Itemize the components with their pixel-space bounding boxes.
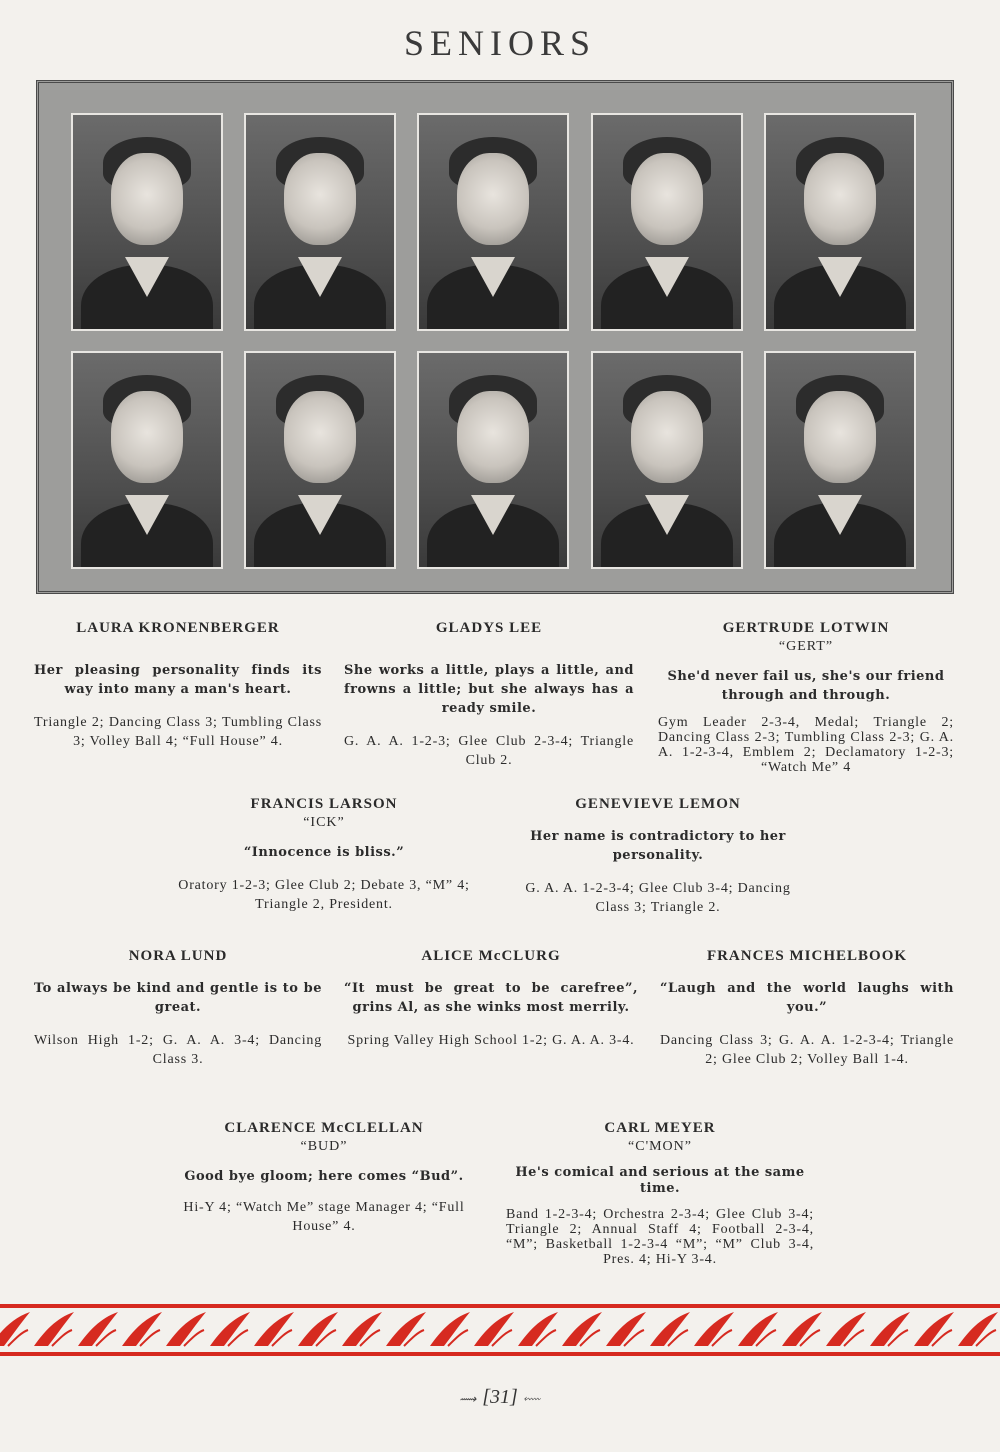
senior-name: FRANCES MICHELBOOK (706, 948, 908, 964)
senior-quote: He's comical and serious at the same time. (515, 1165, 805, 1196)
senior-name: ALICE McCLURG (421, 948, 561, 964)
leaf-ornament (826, 1312, 866, 1346)
senior-entry (168, 1120, 480, 1236)
portrait-photo (244, 351, 396, 569)
leaf-ornament (122, 1312, 162, 1346)
senior-name: GLADYS LEE (435, 620, 543, 636)
portrait-photo (764, 351, 916, 569)
decorative-border-band (0, 1302, 1000, 1358)
senior-nickname: “GERT” (778, 639, 834, 654)
portrait-photo (417, 113, 569, 331)
senior-quote: Her name is contradictory to her personality. (530, 829, 786, 863)
leaf-ornament (694, 1312, 734, 1346)
senior-quote: Her pleasing personality finds its way into many a man's heart. (34, 663, 322, 697)
senior-quote: Good bye gloom; here comes “Bud”. (184, 1169, 464, 1184)
leaf-ornament (870, 1312, 910, 1346)
leaf-ornament (650, 1312, 690, 1346)
portrait-photo (417, 351, 569, 569)
ornament-right-icon: ⬳ (522, 1392, 541, 1406)
senior-entry (34, 620, 322, 751)
leaf-ornament (606, 1312, 646, 1346)
senior-record: G. A. A. 1-2-3-4; Glee Club 3-4; Dancing Class 3; Triangle 2. (525, 881, 791, 915)
border-top-rule (0, 1304, 1000, 1308)
senior-name: GENEVIEVE LEMON (575, 796, 741, 812)
leaf-ornament (474, 1312, 514, 1346)
portrait-photo (71, 113, 223, 331)
leaf-ornament (430, 1312, 470, 1346)
senior-quote: To always be kind and gentle is to be great. (34, 981, 322, 1015)
senior-entry (34, 948, 322, 1069)
leaf-ornament (738, 1312, 778, 1346)
ornament-left-icon: ⟿ (459, 1392, 478, 1406)
senior-entry (506, 1120, 814, 1267)
portrait-photo (591, 351, 743, 569)
senior-name: GERTRUDE LOTWIN (722, 620, 890, 636)
leaf-ornament (34, 1312, 74, 1346)
senior-record: Triangle 2; Dancing Class 3; Tumbling Class 3; Volley Ball 4; “Full House” 4. (34, 715, 322, 749)
senior-quote: She works a little, plays a little, and frowns a little; but she always has a ready smile. (344, 663, 634, 716)
portrait-photo (244, 113, 396, 331)
senior-entry (344, 620, 634, 770)
leaf-ornament (78, 1312, 118, 1346)
senior-entry (660, 948, 954, 1069)
senior-entry (658, 620, 954, 775)
senior-record: Band 1-2-3-4; Orchestra 2-3-4; Glee Club 3-4; Triangle 2; Annual Staff 4; Football 2-3-4, “M”; Basketball 1-2-3-4 “M”; “M” Club 3-4, Pres. 4; Hi-Y 3-4. (506, 1207, 814, 1267)
page-number-footer: ⟿ [31] ⬳ (459, 1386, 541, 1408)
senior-quote: “Innocence is bliss.” (243, 845, 405, 860)
senior-name: CARL MEYER (604, 1120, 716, 1136)
portrait-photo (591, 113, 743, 331)
senior-quote: “Laugh and the world laughs with you.” (660, 981, 954, 1015)
senior-record: Wilson High 1-2; G. A. A. 3-4; Dancing Class 3. (34, 1033, 322, 1067)
portrait-photo (764, 113, 916, 331)
leaf-ornament (386, 1312, 426, 1346)
border-bottom-rule (0, 1352, 1000, 1356)
senior-record: Spring Valley High School 1-2; G. A. A. 3-4. (347, 1033, 635, 1048)
senior-name: LAURA KRONENBERGER (76, 620, 280, 636)
leaf-ornament (562, 1312, 602, 1346)
page-number: 31 (490, 1386, 511, 1408)
senior-nickname: “ICK” (303, 815, 345, 830)
leaf-ornament (518, 1312, 558, 1346)
page-title: SENIORS (403, 23, 597, 63)
leaf-ornament (210, 1312, 250, 1346)
leaf-ornament (298, 1312, 338, 1346)
leaf-ornament (958, 1312, 998, 1346)
portrait-photo (71, 351, 223, 569)
senior-entry (344, 948, 638, 1050)
leaf-ornament-row (0, 1312, 998, 1346)
photo-panel (36, 80, 954, 594)
leaf-ornament (782, 1312, 822, 1346)
senior-record: Oratory 1-2-3; Glee Club 2; Debate 3, “M” 4; Triangle 2, President. (178, 878, 470, 912)
senior-name: FRANCIS LARSON (250, 796, 398, 812)
senior-record: Gym Leader 2-3-4, Medal; Triangle 2; Dancing Class 2-3; Tumbling Class 2-3; G. A. A. 1-2-3-4, Emblem 2; Declamatory 1-2-3; “Watch Me” 4 (658, 715, 954, 775)
leaf-ornament (166, 1312, 206, 1346)
senior-nickname: “C'MON” (628, 1139, 692, 1154)
senior-quote: “It must be great to be carefree”, grins Al, as she winks most merrily. (344, 981, 638, 1015)
senior-entry (516, 796, 800, 917)
senior-record: G. A. A. 1-2-3; Glee Club 2-3-4; Triangle Club 2. (344, 734, 634, 768)
leaf-ornament (0, 1312, 30, 1346)
leaf-ornament (342, 1312, 382, 1346)
senior-nickname: “BUD” (300, 1139, 348, 1154)
senior-record: Hi-Y 4; “Watch Me” stage Manager 4; “Full House” 4. (183, 1200, 465, 1234)
senior-entry (168, 796, 480, 914)
leaf-ornament (914, 1312, 954, 1346)
senior-record: Dancing Class 3; G. A. A. 1-2-3-4; Triangle 2; Glee Club 2; Volley Ball 1-4. (660, 1033, 954, 1067)
senior-name: NORA LUND (128, 948, 228, 964)
senior-quote: She'd never fail us, she's our friend through and through. (667, 669, 945, 703)
senior-name: CLARENCE McCLELLAN (224, 1120, 424, 1136)
leaf-ornament (254, 1312, 294, 1346)
